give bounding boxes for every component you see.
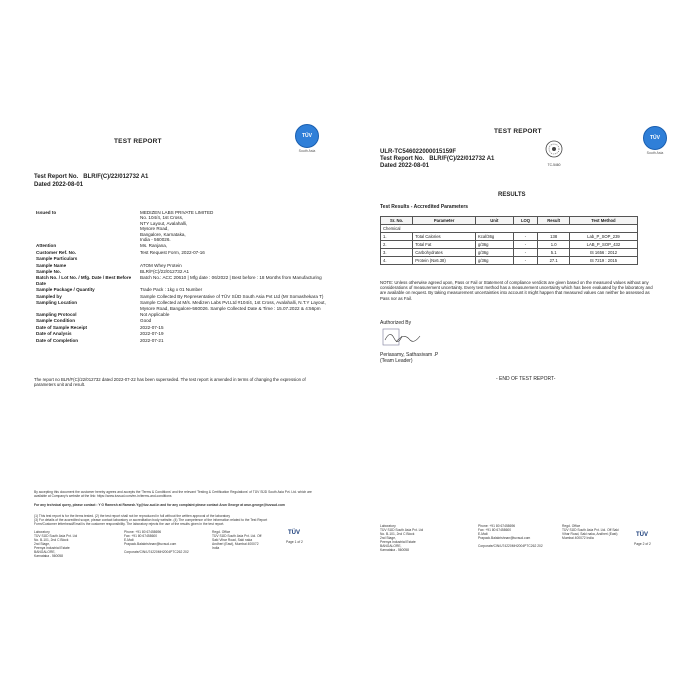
cell-sr: 4. <box>381 257 413 265</box>
field-customer-ref <box>36 250 336 255</box>
column-header: Unit <box>475 217 513 225</box>
table-row <box>381 241 638 249</box>
field-value: MEDIZEN LABS PRIVATE LIMITED No. 104/4, 1st Cross, NTY Layout, Avalahalli, Mysore Road, Bangalore, Karnataka, India - 560026. <box>140 210 214 243</box>
signature-stamp <box>382 328 422 353</box>
cell-result: 138 <box>538 233 569 241</box>
cell-method: LAB_P_SOP_432 <box>569 241 637 249</box>
signatory-role: (Team Leader) <box>380 358 413 364</box>
results-title: RESULTS <box>498 192 526 198</box>
footer-note-2: (3) For details of the accredited scope, please contact laboratory or accreditation body website. (4) The competence of the information related to the Test Report <box>34 518 268 522</box>
field-label: Date of Analysis <box>36 331 72 337</box>
cell-unit: Kcal/36g <box>475 233 513 241</box>
field-label: Sample Name <box>36 262 67 268</box>
field-label: Sample No. <box>36 269 62 275</box>
cell-sr: 1. <box>381 233 413 241</box>
field-value: Sample Collected at M/s. Medizen Labs Pvt.Ltd #104/4, 1st Cross, Avalahalli, N.T.Y Layout, Mysore Road, Bangalore-560026. Sample Collected Date & Time : 15.07.2022 & 4:56pm <box>140 300 326 311</box>
cell-sr: 2. <box>381 241 413 249</box>
field-batch-no <box>36 275 336 286</box>
tuv-logo-subtitle: South Asia <box>298 149 316 153</box>
field-label: Sampling Location <box>36 300 78 306</box>
field-label: Batch No. / Lot No. / Mfg. Date / Best Before Date <box>36 275 132 286</box>
field-value: Sample Collected By Representative of TÜV SÜD South Asia Pvt Ltd (Mr Somashekara T) <box>140 293 324 299</box>
results-table <box>380 216 638 265</box>
footer-phone: Phone: +91 80 67458696 Fax: +91 80 67458600 E-Mail: Prapack.Balakrishnan@tuvsud.com <box>124 530 177 546</box>
cell-parameter: Protein (Nx6.38) <box>413 257 476 265</box>
field-label: Date of Sample Receipt <box>36 324 88 330</box>
cell-loq: - <box>513 233 538 241</box>
page-number: Page 1 of 2 <box>286 540 303 544</box>
page-title: TEST REPORT <box>114 138 162 145</box>
cell-method: IS 7219 : 2015 <box>569 257 637 265</box>
cell-result: 5.1 <box>538 249 569 257</box>
field-value: 2022-07-21 <box>140 337 164 343</box>
field-sample-condition <box>36 318 336 323</box>
footer-note-1: (1) This test report is for the items tested. (2) the test report shall not be reproduced in full without the written approval of the laboratory <box>34 514 231 518</box>
cell-sr: 3. <box>381 249 413 257</box>
table-row <box>381 233 638 241</box>
field-label: Date of Completion <box>36 337 79 343</box>
footer-query: For any technical query, please contact : Y G Ramesh at Ramesh.Yg@tuv-sud.in and for any complaint please contact Arun George at arun.george@tuvsud.com <box>34 503 285 507</box>
page-number: Page 2 of 2 <box>634 542 651 546</box>
footer-tuv-logo: TÜV <box>288 530 300 536</box>
field-sampling-location <box>36 300 336 311</box>
field-value: Not Applicable <box>140 311 170 317</box>
field-value: 2022-07-15 <box>140 324 164 330</box>
cell-result: 1.0 <box>538 241 569 249</box>
results-section-title: Test Results - Accredited Parameters <box>380 204 469 210</box>
field-value: Batch No.: ACC 20610 | Mfg date : 06/2022 | Best before : 18 Months from Manufacturing <box>140 275 322 281</box>
uncertainty-note: NOTE: Unless otherwise agreed upon, Pass or Fail or Statement of compliance verdicts are given based on the measured values without any considerations of measurement uncertainty. Every test method has a measurement uncertainty which has been evaluated by the laboratory and are available on request. By taking measurement uncertainties into account it might happen that measured values can neither be assessed as Pass nor as Fail. <box>380 280 653 301</box>
column-header: Parameter <box>413 217 476 225</box>
table-row <box>381 257 638 265</box>
field-value: Test Request Form, 2022-07-16 <box>140 249 205 255</box>
field-analysis-date <box>36 331 336 336</box>
report-number: BLR/F(C)/22/012732 A1 <box>429 156 495 162</box>
field-value: 2022-07-19 <box>140 331 164 337</box>
report-date: Dated 2022-08-01 <box>380 163 430 169</box>
field-sample-particulars <box>36 256 336 261</box>
cell-loq: - <box>513 249 538 257</box>
field-value: Ms. Ranjana, <box>140 243 168 249</box>
field-label: Sample Particulars <box>36 256 78 262</box>
report-date: Dated 2022-08-01 <box>34 182 84 188</box>
tuv-logo <box>292 124 322 154</box>
report-page-1 <box>22 112 342 572</box>
field-value: Trade Pack : 1kg x 01 Number <box>140 287 203 293</box>
tuv-logo-mark: TÜV <box>295 124 319 148</box>
cell-method: IS 1656 : 2012 <box>569 249 637 257</box>
report-page-2 <box>370 112 682 572</box>
report-number-label: Test Report No. <box>380 156 425 162</box>
table-group-row <box>381 225 638 233</box>
field-package <box>36 287 336 292</box>
cell-loq: - <box>513 241 538 249</box>
group-label: Chemical <box>381 225 638 233</box>
column-header: Test Method <box>569 217 637 225</box>
cell-method: Lab_P_SOP_239 <box>569 233 637 241</box>
cell-parameter: Total Fat <box>413 241 476 249</box>
cell-result: 27.1 <box>538 257 569 265</box>
field-attention <box>36 243 336 248</box>
table-row <box>381 249 638 257</box>
report-number: BLR/F(C)/22/012732 A1 <box>83 174 149 180</box>
authorized-by-label: Authorized By <box>380 320 412 326</box>
cell-unit: g/36g <box>475 241 513 249</box>
column-header: Result <box>538 217 569 225</box>
field-value: BLR/F(C)/22/012732 A1 <box>140 269 190 275</box>
field-label: Customer Ref. No. <box>36 249 77 255</box>
report-number-label: Test Report No. <box>34 174 79 180</box>
footer-note-3: Form/Customer letterhead/Email is the customer responsibility. The laboratory rejects the use of the results given in the test report. <box>34 522 225 526</box>
field-sampled-by <box>36 294 336 299</box>
field-sample-no <box>36 269 336 274</box>
tuv-logo <box>640 126 670 156</box>
footer-lab-address: Laboratory TÜV SÜD South Asia Pvt. Ltd No. B-101, 2nd C Block 2nd Stage, Peenya Industrial Estate BANGALORE, Karnataka - 560058 <box>34 530 78 558</box>
field-sample-name <box>36 263 336 268</box>
field-completion-date <box>36 338 336 343</box>
footer-regd-office: Regd. Office TÜV SÜD South Asia Pvt. Ltd. Off Saki Vihar Road, Saki naka Andheri (East), Mumbai 400072 India <box>212 530 262 550</box>
cell-parameter: Total Calories <box>413 233 476 241</box>
field-label: Sampled by <box>36 293 62 299</box>
field-label: Sample Condition <box>36 318 76 324</box>
field-value: Good <box>140 318 152 324</box>
cell-unit: g/36g <box>475 257 513 265</box>
tuv-logo-mark: TÜV <box>643 126 667 150</box>
field-value <box>140 256 336 261</box>
ulr-number: ULR-TC546022000015159F <box>380 149 457 155</box>
report-number-line <box>34 174 148 181</box>
accreditation-mark <box>545 140 563 167</box>
column-header: Sr. No. <box>381 217 413 225</box>
accreditation-seal-icon <box>545 140 563 158</box>
end-of-report: - END OF TEST REPORT- <box>496 376 556 382</box>
cell-unit: g/36g <box>475 249 513 257</box>
signatory-name: Periasamy, Sathasivam .P <box>380 352 439 358</box>
footer-regd-office: Regd. Office TÜV SÜD South Asia Pvt. Ltd. Off Saki Vihar Road, Saki naka, Andheri (East) Mumbai 400072 India <box>562 524 619 540</box>
report-number-line <box>380 156 494 163</box>
column-header: LOQ <box>513 217 538 225</box>
table-header-row <box>381 217 638 225</box>
field-sampling-protocol <box>36 312 336 317</box>
field-issued-to <box>36 210 336 242</box>
footer-disclaimer: By accepting this document the customer hereby agrees and accepts the 'Terms & Conditions' and the relevant 'Testing & Certification Regulations' of TÜV SÜD South Asia Pvt. Ltd. which are available at Company's website at the link: https://www.tuvsud.com/en-in/terms-and-conditions <box>34 490 312 498</box>
footer-phone: Phone: +91 80 67458696 Fax: +91 80 67458600 E-Mail: Prapack.Balakrishnan@tuvsud.com <box>478 524 531 540</box>
field-label: Sampling Protocol <box>36 311 77 317</box>
tuv-logo-subtitle: South Asia <box>646 151 664 155</box>
field-label: Attention <box>36 243 57 249</box>
field-receipt-date <box>36 325 336 330</box>
page-title: TEST REPORT <box>494 128 542 135</box>
supersede-note: The report no BLR/F(C)/22/012732 dated 2022-07-22 has been superseded. The test report is amended in terms of changing the expression of parameters unit and result. <box>34 377 306 388</box>
footer-cin: Corporate/CIN/U74220MH2004PTC262 202 <box>478 544 543 548</box>
footer-cin: Corporate/CIN/U74220MH2004PTC262 202 <box>124 550 189 554</box>
field-value: ATOM Whey Protein <box>140 262 182 268</box>
report-fields <box>36 210 336 344</box>
cell-loq: - <box>513 257 538 265</box>
field-label: Sample Package / Quantity <box>36 287 95 293</box>
footer-lab-address: Laboratory TÜV SÜD South Asia Pvt. Ltd No. B-101, 2nd C Block 2nd Stage, Peenya Industrial Estate BANGALORE, Karnataka - 560058 <box>380 524 424 552</box>
footer-tuv-logo: TÜV <box>636 532 648 538</box>
signature-icon <box>382 328 422 348</box>
cell-parameter: Carbohydrates <box>413 249 476 257</box>
field-label: Issued to <box>36 210 57 215</box>
accreditation-code: TC-5460 <box>547 163 561 167</box>
